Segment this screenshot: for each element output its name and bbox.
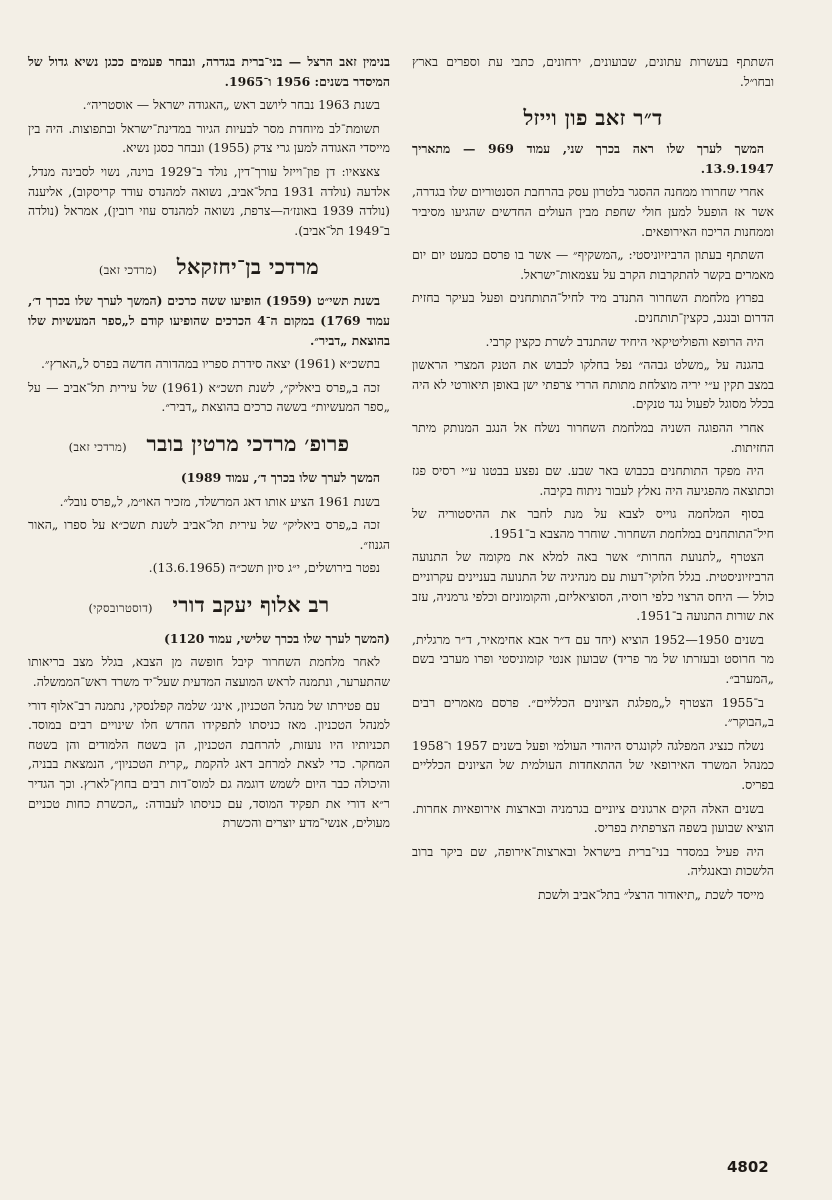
entry-paragraph: השתתף בעתון הרביזיוניסטי: „המשקיף״ — אשר בו פרסם כמעט יום יום מאמרים בקשר להתקרבות הקרב על עצמאות־ישראל. — [412, 247, 774, 282]
entry-paragraph: בשנת תשי״ט (1959) הופיעו ששה כרכים (המשך לערך שלו בכרך ד׳, עמוד 1769) במקום ה־4 הכרכים שהופיעו קודם ל„ספר המעשיות שלו בהוצאת „דביר״. — [28, 293, 390, 348]
entry-paragraph: הצטרף „לתנועת החרות״ אשר באה למלא את מקומה של התנועה הרביזיוניסטית. בגלל חלוקי־דעות עם מנהיגיה של התנועה בעניינים עקרוניים כולל — היחס הרצוי כלפי רוסיה, הסוציאליזם, והקומוניזם וכלפי גרמניה, עזב את שורות התנועה ב־1951. — [412, 549, 774, 624]
left-column — [28, 52, 390, 837]
entry-paragraph: בסוף המלחמה גוייס לצבא על מנת לחבר את ההיסטוריה של חיל־התותחנים במלחמת השחרור. שוחרר מהצבא ב־1951. — [412, 506, 774, 541]
entry-paragraph: מייסד לשכת „תיאודור הרצל״ בתל־אביב ולשכת — [537, 886, 764, 902]
entry-paragraph: נשלח כנציג המפלגה לקונגרס היהודי העולמי ופעל בשנים 1957 ו־1958 כמנהל המשרד האירופאי של ההתאחדות העולמית של הציונים הכלליים בפריס. — [412, 737, 774, 792]
entry-title: ד״ר זאב פון וייזל — [523, 105, 663, 131]
page-number: 4802 — [727, 1158, 769, 1176]
entry-title-buber — [28, 431, 390, 460]
entry-paragraph: ב־1955 הצטרף ל„מפלגת הציונים הכלליים״. פרסם מאמרים רבים ב„הבוקר״. — [412, 694, 774, 730]
entry-paragraph: בתשכ״א (1961) יצאה סידרת ספריו במהדורה חדשה בפרס ל„הארץ״. — [40, 356, 380, 372]
entry-title: רב אלוף יעקב דורי — [172, 591, 330, 617]
intro-paragraph: השתתף בעשרות עתונים, שבועונים, ירחונים, כתבי עת וספרים בארץ ובחו״ל. — [412, 54, 774, 89]
entry-paragraph: היה מפקד התותחנים בכבוש באר שבע. שם נפצע בבטנו ע״י רסיס פגז וכתוצאה מהפגיעה היה נאלץ לעבור ניתוח בקיבה. — [412, 463, 774, 498]
entry-paragraph: בפרוץ מלחמת השחרור התנדב מיד לחיל־התותחנים ופעל בעיקר בחזית הדרום ובנגב, כקצין־תותחנים. — [412, 290, 774, 325]
entry-paragraph: אחרי שחרורו ממחנה ההסגר בלטרון עסק בהרחבת הסנטוריום שלו בגדרה, אשר אז הופעל למען חולי שחפת מבין העולים החדשים שהגיעו מסיביר וממחנות הריכוז האירופאים. — [412, 184, 774, 239]
continuation-paragraph: בשנת 1963 נבחר ליושב ראש „האגודה ישראל — אוסטריה״. — [82, 97, 380, 113]
entry-title: מרדכי בן־יחזקאל — [176, 254, 320, 280]
continuation-paragraph: בנימין זאב הרצל — בני־ברית בגדרה, ונבחר פעמים ככגן נשיא גדול של המיסדר בשנים: 1956 ו־1965. — [28, 54, 390, 89]
entry-title: פרופ׳ מרדכי מרטין בובר — [146, 430, 350, 456]
entry-alias: (דוסטרובסקי) — [88, 600, 153, 615]
entry-paragraph: זכה ב„פרס ביאליק״ של עירית תל־אביב לשנת תשכ״א על ספרו „האור הגנוז״. — [28, 517, 390, 552]
right-column — [412, 52, 774, 909]
entry-paragraph: לאחר מלחמת השחרור קיבל חופשה מן הצבא, בגלל מצב בריאותו שהתערער, ונתמנה לראש המועצה המדעית שעל־יד משרד ראש־הממשלה. — [28, 654, 390, 690]
entry-paragraph: המשך לערך שלו בכרך ד׳, עמוד 1989) — [180, 469, 380, 485]
entry-paragraph: עם פטירתו של מנהל הטכניון, אינג׳ שלמה קפלנסקי, נתמנה רב־אלוף דורי למנהל הטכניון. מאז כניסתו לתפקידו החדש חלו שינויים רבים במוסד. תכניותיו היו נועזות, להרחבת הטכניון, הן בשטח הלמודים והן בשטח המחקר. כדי לצאת למרחב דאג להקמת „קרית הטכניון״, הנמצאת בבניה, והיכולה כבר היום לשמש דוגמה גם למוס־דות רבים בחוץ־לארץ. וכך הגדיר ר״א דורי את תפקיד המוסד, עם כניסתו לעבודה: „הכשרת כחות טכניים מעולים, אנשי־מדע יוצרים והכשרת — [28, 697, 390, 831]
entry-paragraph: נפטר בירושלים, י״ג סיון תשכ״ה (13.6.1965). — [148, 560, 380, 576]
entry-paragraph: המשך לערך שלו ראה בכרך שני, עמוד 969 — מתאריך 13.9.1947. — [412, 141, 774, 176]
entry-paragraph: בשנים האלה הקים ארגונים ציוניים בגרמניה ובארצות אירופאיות אחרות. הוציא שבועון בשפה הצרפתית בפריס. — [412, 800, 774, 836]
entry-title-dori — [28, 592, 390, 621]
entry-paragraph: היה הרופא והפוליטיקאי היחיד שהתנדב לשרת כקצין קרבי. — [485, 333, 764, 349]
entry-paragraph: זכה ב„פרס ביאליק״, לשנת תשכ״א (1961) של עירית תל־אביב — על „ספר המעשיות״ בששה כרכים בהוצאת „דביר״. — [28, 379, 390, 415]
entry-title-von-weisl — [412, 105, 774, 131]
entry-paragraph: בהגנה על „משלט גבהה״ נפל בחלקו לכבוש את הטנק המצרי הראשון במצב תקין ע״י יריה מוצלחת מתותח הררי צרפתי ישן באופן תיאורטי לא היה בכלל מסוגל לפעול נגד טנקים. — [412, 357, 774, 412]
entry-paragraph: בשנים 1950—1952 הוציא (יחד עם ד״ר אבא אחימאיר, ד״ר מרגלית, מר חרוסט ובעזרתו של מר פריד) שבועון אנטי קומוניסטי ופרו מערבי בשם „המערב״. — [412, 631, 774, 687]
entry-title-ben-yehezkel — [28, 254, 390, 283]
entry-alias: (מרדכי זאב) — [68, 439, 127, 454]
continuation-paragraph: תשומת־לב מיוחדת מסר לבעיות הגיור במדינת־ישראל ובתפוצות. היה בין מייסדי האגודה למען גרי צדק (1955) ונבחר כסגן נשיא. — [28, 120, 390, 156]
entry-paragraph: אחרי ההפוגה השניה במלחמת השחרור נשלח אל הנגב המנותק מיתר החזיתות. — [412, 419, 774, 455]
entry-paragraph: (המשך לערך שלו בכרך שלישי, עמוד 1120) — [163, 630, 390, 646]
entry-paragraph: היה פעיל במסדר בני־ברית בישראל ובארצות־אירופה, שם ביקר ברוב הלשכות ובאנגליה. — [412, 843, 774, 879]
entry-paragraph: בשנת 1961 הציע אותו דאג המרשלד, מזכיר האו״מ, ל„פרס נובל״. — [59, 493, 380, 509]
continuation-paragraph: צאצאיו: דן פון־וייזל עורך־דין, נולד ב־1929 בוינה, נשוי לסבינה מנדל, אלדעה (נולדה 1931 בתל־אביב, נשואה למהנדס עודד קריסקוב), אליענה (נולדה 1939 באונז׳ה—צרפת, נשואה למהנדס עוזי רובין), אמראל (נולדה ב־1949 תל־אביב). — [28, 163, 391, 238]
entry-alias: (מרדכי זאב) — [98, 263, 158, 278]
